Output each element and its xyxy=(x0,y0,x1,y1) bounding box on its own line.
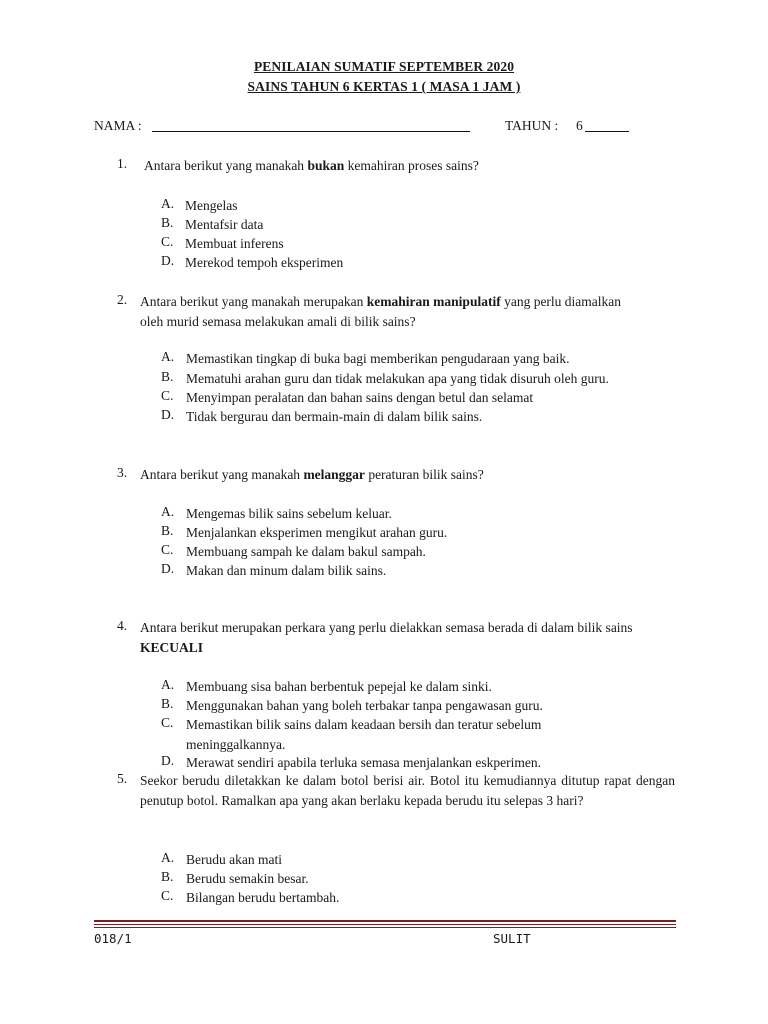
option-letter: C. xyxy=(161,888,174,903)
option-text: Bilangan berudu bertambah. xyxy=(186,890,340,905)
option-letter: D. xyxy=(161,407,175,422)
question-keyword: kemahiran manipulatif xyxy=(366,294,501,309)
option-text: Memastikan tingkap di buka bagi memberikan pengudaraan yang baik. xyxy=(186,351,570,366)
option-letter: C. xyxy=(161,234,174,249)
question-number: 3. xyxy=(117,465,128,480)
option-letter: B. xyxy=(161,523,174,538)
option-letter: A. xyxy=(161,850,175,865)
option-text: Merawat sendiri apabila terluka semasa menjalankan eskperimen. xyxy=(186,755,541,770)
question-keyword: bukan xyxy=(307,158,345,173)
exam-title: PENILAIAN SUMATIF SEPTEMBER 2020 xyxy=(253,59,515,74)
option-letter: A. xyxy=(161,349,175,364)
option-letter: C. xyxy=(161,715,174,730)
question-text-part: Antara berikut yang manakah merupakan xyxy=(140,294,367,309)
option-text: Makan dan minum dalam bilik sains. xyxy=(186,563,387,578)
option-text: Menyimpan peralatan dan bahan sains dengan betul dan selamat xyxy=(186,390,534,405)
option-text: Membuang sisa bahan berbentuk pepejal ke dalam sinki. xyxy=(186,679,492,694)
option-text: Berudu semakin besar. xyxy=(186,871,309,886)
nama-label: NAMA : xyxy=(94,118,142,133)
paper-code: 018/1 xyxy=(94,931,132,946)
option-letter: C. xyxy=(161,542,174,557)
option-text: Berudu akan mati xyxy=(186,852,282,867)
question-number: 5. xyxy=(117,771,128,786)
footer-rule xyxy=(94,924,676,925)
question-number: 2. xyxy=(117,292,128,307)
question-text xyxy=(140,771,675,810)
option-letter: B. xyxy=(161,696,174,711)
tahun-value: 6 xyxy=(576,118,583,133)
footer-rule xyxy=(94,920,676,922)
question-text-part: kemahiran proses sains? xyxy=(344,158,479,173)
question-text-part: Antara berikut yang manakah xyxy=(140,467,304,482)
question-number: 4. xyxy=(117,618,128,633)
option-letter: B. xyxy=(161,215,174,230)
option-letter: A. xyxy=(161,196,175,211)
question-keyword: melanggar xyxy=(303,467,365,482)
option-text: Tidak bergurau dan bermain-main di dalam bilik sains. xyxy=(186,409,483,424)
question-text-part: Seekor berudu diletakkan ke dalam botol berisi air. Botol itu kemudiannya ditutup rapat dengan penutup botol. Ramalkan apa yang akan berlaku kepada berudu itu selepas 3 hari? xyxy=(140,773,675,808)
question-text-part: Antara berikut merupakan perkara yang perlu dielakkan semasa berada di dalam bilik sains xyxy=(140,620,633,635)
question-keyword: KECUALI xyxy=(140,639,204,655)
option-letter: D. xyxy=(161,253,175,268)
option-text: Mengelas xyxy=(185,198,238,213)
option-text: Menggunakan bahan yang boleh terbakar tanpa pengawasan guru. xyxy=(186,698,543,713)
option-text: Mentafsir data xyxy=(185,217,264,232)
tahun-label: TAHUN : xyxy=(505,118,559,133)
footer-rule xyxy=(94,927,676,928)
question-text xyxy=(140,618,680,657)
option-letter: B. xyxy=(161,369,174,384)
question-text xyxy=(144,156,679,176)
option-letter: A. xyxy=(161,504,175,519)
question-number: 1. xyxy=(117,156,128,171)
question-text xyxy=(140,465,675,485)
exam-subtitle: SAINS TAHUN 6 KERTAS 1 ( MASA 1 JAM ) xyxy=(247,79,521,94)
option-text: Mengemas bilik sains sebelum keluar. xyxy=(186,506,392,521)
question-text-part: yang perlu diamalkan oleh murid semasa melakukan amali di bilik sains? xyxy=(140,294,622,329)
question-text-part: peraturan bilik sains? xyxy=(364,467,484,482)
option-text: Membuat inferens xyxy=(185,236,284,251)
option-letter: B. xyxy=(161,869,174,884)
option-letter: C. xyxy=(161,388,174,403)
option-text: Merekod tempoh eksperimen xyxy=(185,255,344,270)
option-text: Menjalankan eksperimen mengikut arahan guru. xyxy=(186,525,448,540)
option-text: Memastikan bilik sains dalam keadaan bersih dan teratur sebelum meninggalkannya. xyxy=(186,717,542,752)
question-text-part: Antara berikut yang manakah xyxy=(144,158,308,173)
nama-blank-line xyxy=(152,131,470,132)
confidentiality-label: SULIT xyxy=(493,931,531,946)
option-letter: D. xyxy=(161,561,175,576)
option-letter: D. xyxy=(161,753,175,768)
tahun-blank-line xyxy=(585,131,629,132)
question-text xyxy=(140,292,640,331)
option-letter: A. xyxy=(161,677,175,692)
option-text: Membuang sampah ke dalam bakul sampah. xyxy=(186,544,426,559)
option-text: Mematuhi arahan guru dan tidak melakukan apa yang tidak disuruh oleh guru. xyxy=(186,371,609,386)
